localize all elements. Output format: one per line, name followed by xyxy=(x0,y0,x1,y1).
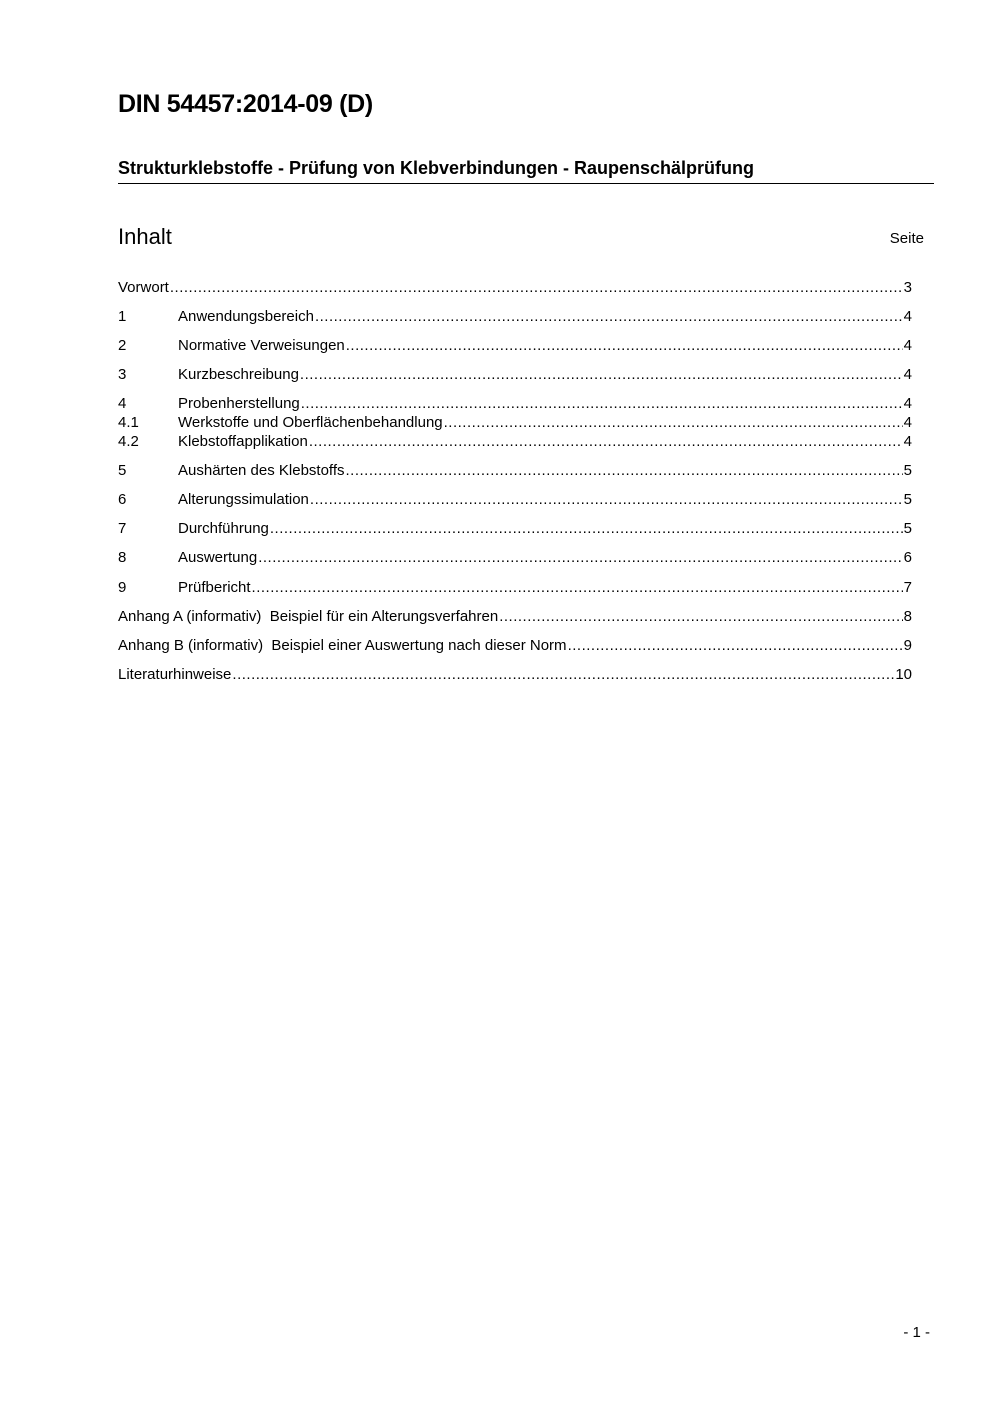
document-subtitle: Strukturklebstoffe - Prüfung von Klebverbindungen - Raupenschälprüfung xyxy=(118,158,934,184)
toc-leader-dots xyxy=(568,636,903,656)
toc-entry-vorwort[interactable] xyxy=(118,278,912,298)
toc-entry-text: Anhang B (informativ) Beispiel einer Auswertung nach dieser Norm xyxy=(118,637,567,654)
toc-leader-dots xyxy=(252,578,903,598)
toc-entry-4-1[interactable] xyxy=(118,413,912,433)
toc-entry-literaturhinweise[interactable] xyxy=(118,665,912,685)
toc-entry-4-2[interactable] xyxy=(118,432,912,452)
toc-entry-2[interactable] xyxy=(118,336,912,356)
toc-leader-dots xyxy=(346,336,903,356)
toc-entry-text: Durchführung xyxy=(178,520,269,537)
toc-entry-number: 6 xyxy=(118,491,127,508)
toc-entry-page: 8 xyxy=(903,608,912,625)
toc-heading: Inhalt xyxy=(118,224,172,249)
toc-entry-4[interactable] xyxy=(118,394,912,414)
toc-entry-text: Kurzbeschreibung xyxy=(178,366,299,383)
toc-leader-dots xyxy=(301,394,903,414)
toc-entry-page: 5 xyxy=(903,462,912,479)
toc-entry-page: 5 xyxy=(903,520,912,537)
toc-entry-3[interactable] xyxy=(118,365,912,385)
toc-page-column-label: Seite xyxy=(889,230,924,247)
toc-entry-page: 3 xyxy=(903,279,912,296)
toc-leader-dots xyxy=(270,519,903,539)
toc-entry-page: 4 xyxy=(903,366,912,383)
toc-entry-number: 7 xyxy=(118,520,127,537)
toc-leader-dots xyxy=(315,307,903,327)
toc-entry-anhang-b[interactable] xyxy=(118,636,912,656)
toc-entry-text: Auswertung xyxy=(178,549,258,566)
toc-entry-text: Anwendungsbereich xyxy=(178,308,314,325)
document-title: DIN 54457:2014-09 (D) xyxy=(118,90,373,118)
toc-entry-text: Prüfbericht xyxy=(178,579,251,596)
toc-entry-number: 4.2 xyxy=(118,433,139,450)
toc-entry-page: 5 xyxy=(903,491,912,508)
toc-entry-text: Klebstoffapplikation xyxy=(178,433,308,450)
toc-entry-page: 6 xyxy=(903,549,912,566)
toc-entry-page: 7 xyxy=(903,579,912,596)
toc-entry-text: Vorwort xyxy=(118,279,169,296)
toc-entry-number: 3 xyxy=(118,366,127,383)
toc-entry-page: 9 xyxy=(903,637,912,654)
toc-entry-number: 8 xyxy=(118,549,127,566)
toc-entry-text: Normative Verweisungen xyxy=(178,337,345,354)
toc-entry-number: 4.1 xyxy=(118,414,139,431)
toc-entry-number: 5 xyxy=(118,462,127,479)
toc-entry-6[interactable] xyxy=(118,490,912,510)
toc-leader-dots xyxy=(170,278,903,298)
toc-entry-text: Literaturhinweise xyxy=(118,666,232,683)
toc-entry-anhang-a[interactable] xyxy=(118,607,912,627)
toc-leader-dots xyxy=(499,607,902,627)
toc-entry-5[interactable] xyxy=(118,461,912,481)
toc-entry-9[interactable] xyxy=(118,578,912,598)
toc-entry-text: Anhang A (informativ) Beispiel für ein Alterungsverfahren xyxy=(118,608,499,625)
toc-entry-text: Aushärten des Klebstoffs xyxy=(178,462,345,479)
toc-leader-dots xyxy=(310,490,903,510)
toc-entry-number: 2 xyxy=(118,337,127,354)
toc-entry-number: 4 xyxy=(118,395,127,412)
toc-entry-text: Probenherstellung xyxy=(178,395,300,412)
toc-entry-page: 4 xyxy=(903,433,912,450)
toc-entry-page: 4 xyxy=(903,414,912,431)
toc-entry-text: Werkstoffe und Oberflächenbehandlung xyxy=(178,414,443,431)
toc-leader-dots xyxy=(258,548,902,568)
toc-entry-page: 4 xyxy=(903,395,912,412)
toc-entry-1[interactable] xyxy=(118,307,912,327)
toc-entry-page: 4 xyxy=(903,308,912,325)
toc-entry-7[interactable] xyxy=(118,519,912,539)
toc-entry-page: 10 xyxy=(895,666,912,683)
toc-entry-number: 9 xyxy=(118,579,127,596)
toc-leader-dots xyxy=(309,432,903,452)
toc-leader-dots xyxy=(444,413,903,433)
toc-leader-dots xyxy=(232,665,894,685)
toc-entry-page: 4 xyxy=(903,337,912,354)
toc-entry-8[interactable] xyxy=(118,548,912,568)
toc-leader-dots xyxy=(300,365,903,385)
page-number: - 1 - xyxy=(903,1324,930,1341)
toc-entry-number: 1 xyxy=(118,308,127,325)
toc-entry-text: Alterungssimulation xyxy=(178,491,309,508)
toc-leader-dots xyxy=(346,461,903,481)
